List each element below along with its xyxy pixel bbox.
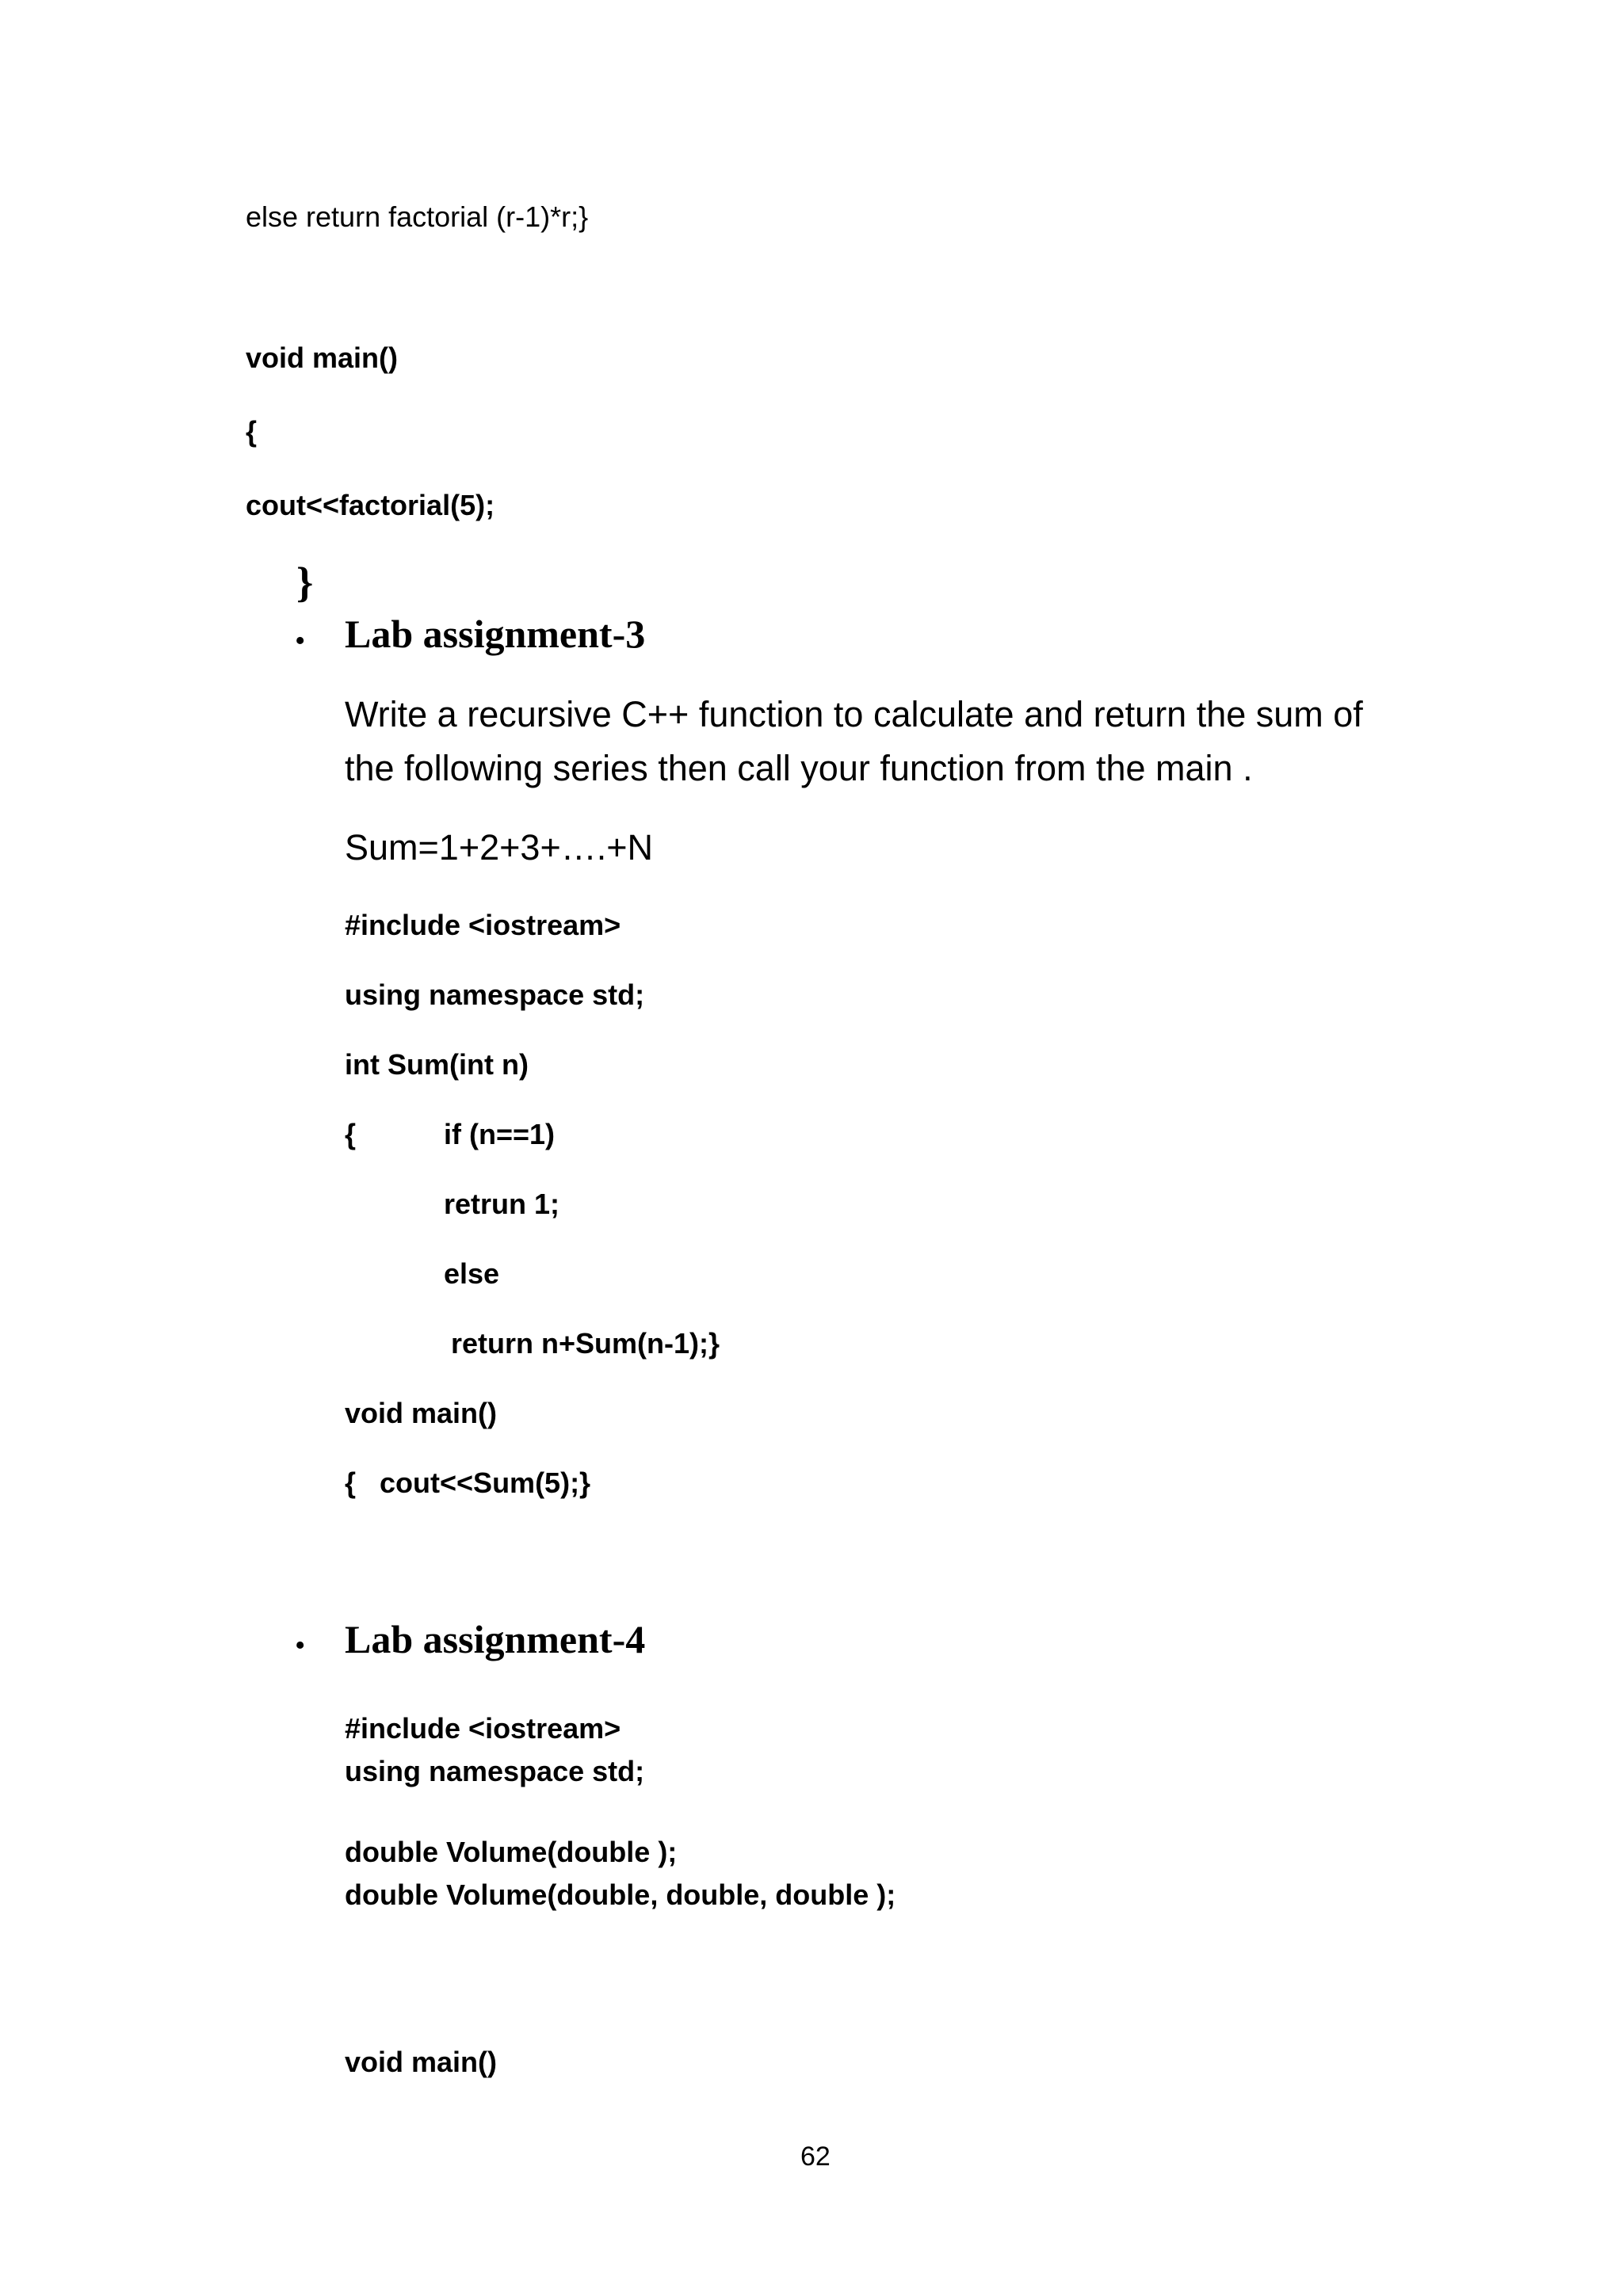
section-heading-lab-4: Lab assignment-4: [345, 1617, 646, 1661]
code-line-return-sum: return n+Sum(n-1);}: [451, 1327, 720, 1360]
code-line-open-brace: {: [246, 415, 258, 448]
code-line-namespace: using namespace std;: [345, 1755, 645, 1787]
code-line-include: #include <iostream>: [345, 1712, 621, 1745]
bullet-icon: •: [295, 624, 306, 658]
code-line-else: else: [444, 1257, 500, 1290]
code-line-cout-sum: { cout<<Sum(5);}: [345, 1466, 591, 1499]
code-line-volume-triple: double Volume(double, double, double );: [345, 1878, 896, 1911]
code-line-retrun: retrun 1;: [444, 1188, 560, 1220]
series-formula: Sum=1+2+3+….+N: [345, 827, 654, 868]
code-line-close-brace: }: [296, 559, 314, 606]
code-line-void-main: void main(): [345, 2046, 498, 2078]
code-line-include: #include <iostream>: [345, 909, 621, 941]
code-line-namespace: using namespace std;: [345, 978, 645, 1011]
assignment-description: Write a recursive C++ function to calculate and return the sum of the following series then call your function from the main .: [345, 694, 1363, 788]
bullet-icon: •: [295, 1629, 306, 1662]
code-line-else-return: else return factorial (r-1)*r;}: [246, 200, 589, 233]
code-line-void-main: void main(): [345, 1397, 498, 1429]
code-line-open-brace: {: [345, 1118, 357, 1150]
page-number: 62: [800, 2142, 831, 2172]
code-line-volume-single: double Volume(double );: [345, 1836, 678, 1868]
code-line-void-main: void main(): [246, 341, 399, 374]
code-line-cout-factorial: cout<<factorial(5);: [246, 489, 495, 521]
section-heading-lab-3: Lab assignment-3: [345, 612, 646, 656]
code-line-if: if (n==1): [444, 1118, 556, 1150]
code-line-int-sum: int Sum(int n): [345, 1048, 529, 1081]
